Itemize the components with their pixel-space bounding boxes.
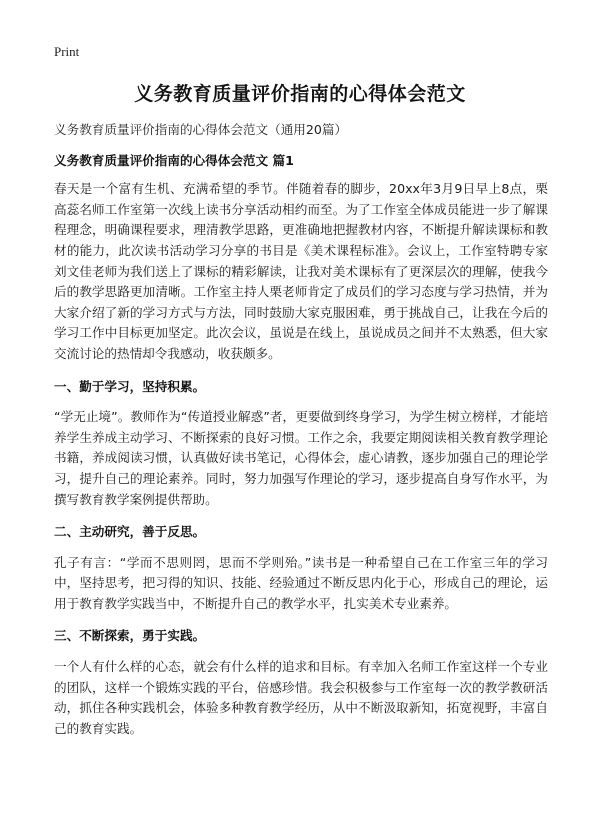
document-subtitle: 义务教育质量评价指南的心得体会范文（通用20篇） bbox=[54, 122, 348, 137]
document-title: 义务教育质量评价指南的心得体会范文 bbox=[134, 83, 466, 105]
document-body bbox=[54, 120, 548, 751]
section-heading-study: 一、勤于学习，坚持积累。 bbox=[54, 378, 206, 394]
section-paragraph-study: “学无止境”。教师作为“传道授业解惑”者，更要做到终身学习，为学生树立榜样，才能培养学生养成主动学习、不断探索的良好习惯。工作之余，我要定期阅读相关教育教学理论书籍，养成阅读习惯，认真做好读书笔记，心得体会，虚心请教，逐步加强自己的理论学习，提升自己的理论素养。同时，努力加强写作理论的学习，逐步提高自身写作水平，为撰写教育教学案例提供帮助。 bbox=[54, 409, 548, 507]
article-heading: 义务教育质量评价指南的心得体会范文 篇1 bbox=[54, 152, 294, 168]
intro-paragraph: 春天是一个富有生机、充满希望的季节。伴随着春的脚步，20xx年3月9日早上8点，栗高蕊名师工作室第一次线上读书分享活动相约而至。为了工作室全体成员能进一步了解课程理念，明确课程要求，理清教学思路，更准确地把握教材内容，不断提升解读课标和教材的能力，此次读书活动学习分享的书目是《美术课程标准》。会议上，工作室特聘专家刘文佳老师为我们送上了课标的精彩解读，让我对美术课标有了更深层次的理解，使我今后的教学思路更加清晰。工作室主持人栗老师肯定了成员们的学习态度与学习热情，并为大家介绍了新的学习方式与方法，同时鼓励大家克服困难，勇于挑战自己，让我在今后的学习工作中目标更加坚定。此次会议，虽说是在线上，虽说成员之间并不太熟悉，但大家交流讨论的热情却令我感动，收获颇多。 bbox=[54, 181, 548, 361]
print-label: Print bbox=[54, 44, 80, 59]
section-heading-practice: 三、不断探索，勇于实践。 bbox=[54, 628, 206, 644]
section-paragraph-practice: 一个人有什么样的心态，就会有什么样的追求和目标。有幸加入名师工作室这样一个专业的团队，这样一个锻炼实践的平台，倍感珍惜。我会积极参与工作室每一次的教学教研活动，抓住各种实践机会，体验多种教育教学经历，从中不断汲取新知，拓宽视野，丰富自己的教育实践。 bbox=[54, 659, 548, 736]
section-heading-research: 二、主动研究，善于反思。 bbox=[54, 524, 206, 540]
section-paragraph-research: 孔子有言：“学而不思则罔，思而不学则殆。”读书是一种希望自己在工作室三年的学习中，坚持思考，把习得的知识、技能、经验通过不断反思内化于心，形成自己的理论，运用于教育教学实践当中，不断提升自己的教学水平，扎实美术专业素养。 bbox=[54, 554, 548, 611]
